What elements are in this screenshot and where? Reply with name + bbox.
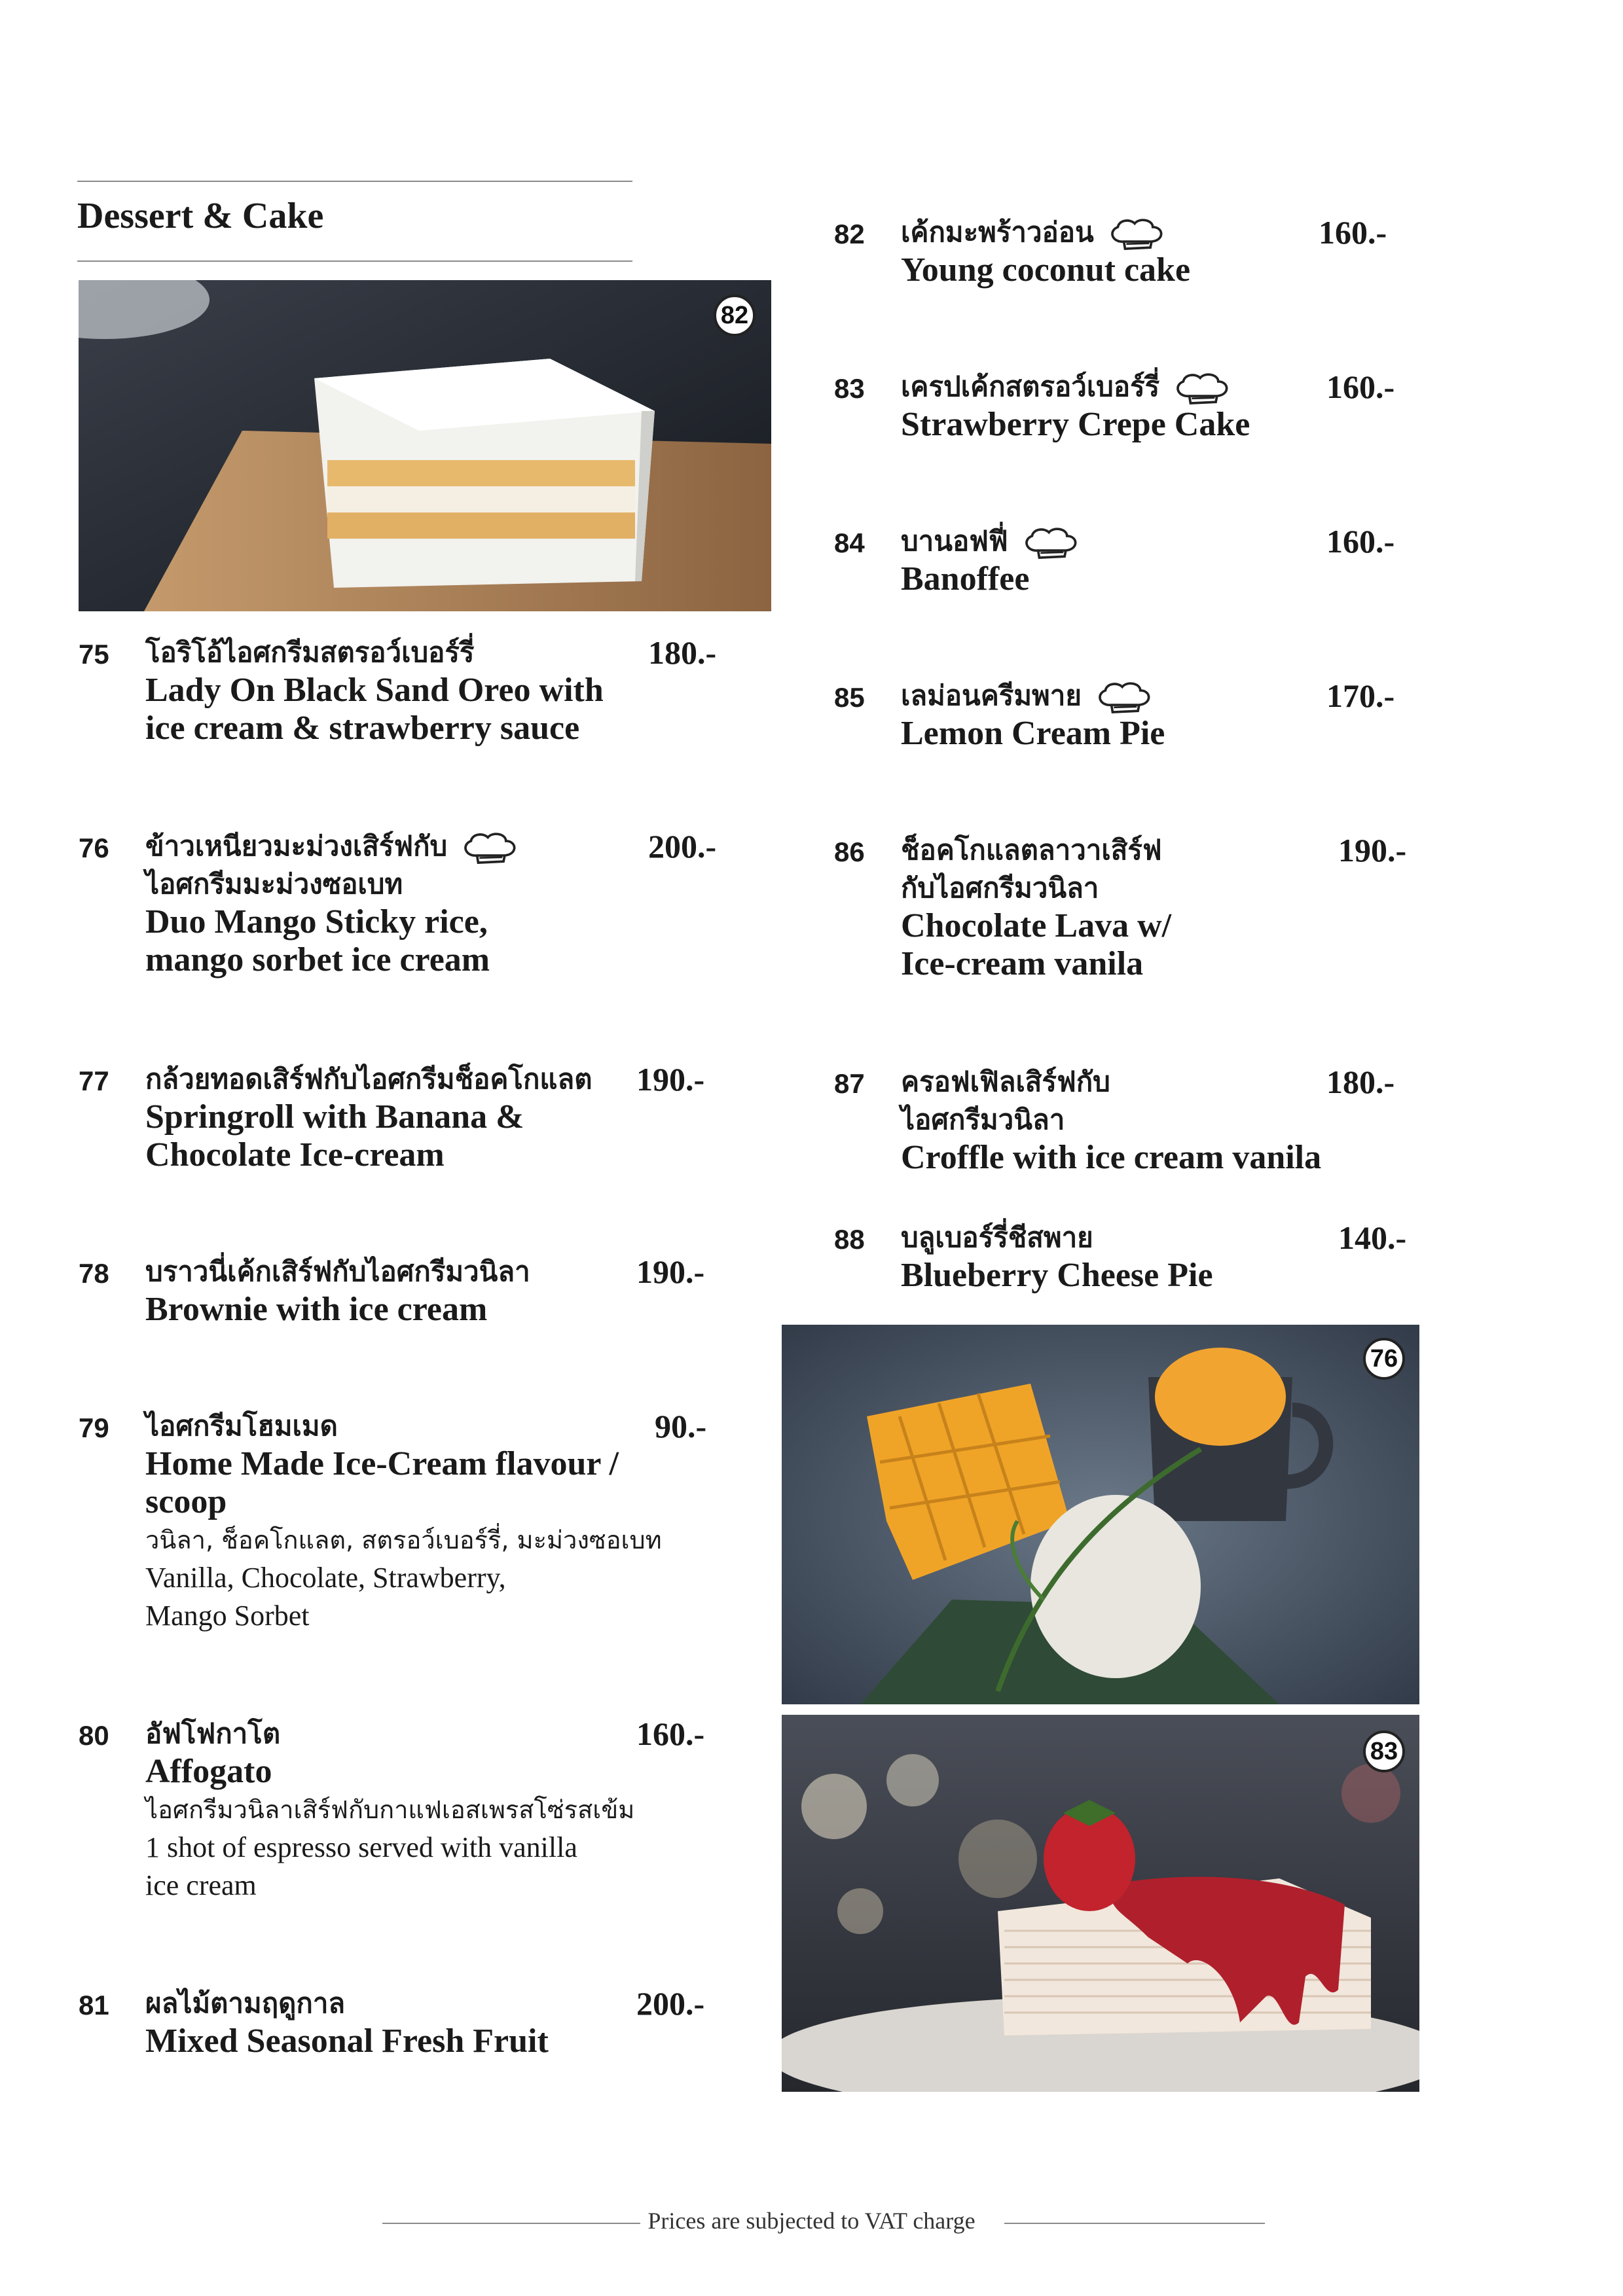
item-name-english: Affogato	[145, 1753, 272, 1790]
item-number: 76	[79, 833, 109, 863]
item-name-thai: บานอฟฟี่	[901, 522, 1080, 560]
item-name-english: Lemon Cream Pie	[901, 715, 1165, 752]
item-price: 200.-	[636, 1985, 705, 2022]
item-name-thai: โอริโอ้ไอศกรีมสตรอว์เบอร์รี่	[145, 636, 475, 668]
item-number: 77	[79, 1066, 109, 1096]
item-name-thai: ช็อคโกแลตลาวาเสิร์ฟ	[901, 834, 1162, 866]
item-description-english: ice cream	[145, 1869, 257, 1901]
item-name-english: Ice-cream vanila	[901, 945, 1144, 982]
item-description-english: Vanilla, Chocolate, Strawberry,	[145, 1562, 506, 1594]
item-name-english: Home Made Ice-Cream flavour /	[145, 1445, 619, 1482]
item-number: 88	[834, 1224, 865, 1255]
item-name-english: scoop	[145, 1483, 227, 1520]
coconut-cake-photo	[79, 280, 771, 611]
item-name-english: Blueberry Cheese Pie	[901, 1257, 1213, 1294]
item-name-english: Banoffee	[901, 560, 1030, 598]
photo-badge: 76	[1363, 1338, 1405, 1380]
item-number: 86	[834, 836, 865, 867]
strawberry-crepe-cake-photo	[782, 1715, 1419, 2092]
item-number: 78	[79, 1258, 109, 1289]
item-number: 81	[79, 1990, 109, 2020]
item-name-english: Mixed Seasonal Fresh Fruit	[145, 2022, 549, 2060]
item-name-english: Springroll with Banana &	[145, 1098, 524, 1136]
item-price: 190.-	[636, 1253, 705, 1290]
item-name-thai: เลม่อนครีมพาย	[901, 677, 1165, 715]
item-number: 84	[834, 528, 865, 558]
item-name-english: Croffle with ice cream vanila	[901, 1139, 1322, 1176]
item-name-thai: ข้าวเหนียวมะม่วงเสิร์ฟกับ	[145, 827, 519, 865]
item-number: 85	[834, 682, 865, 713]
item-price: 160.-	[1326, 368, 1395, 405]
item-price: 170.-	[1326, 677, 1395, 714]
section-title: Dessert & Cake	[77, 196, 324, 236]
item-name-thai: กล้วยทอดเสิร์ฟกับไอศกรีมช็อคโกแลต	[145, 1063, 593, 1095]
item-name-english: Young coconut cake	[901, 251, 1191, 289]
chef-hat-icon	[1093, 681, 1154, 715]
item-description-english: Mango Sorbet	[145, 1600, 310, 1632]
item-number: 75	[79, 639, 109, 670]
chef-hat-icon	[1171, 372, 1231, 406]
photo-badge: 83	[1363, 1731, 1405, 1772]
item-price: 160.-	[1326, 523, 1395, 560]
header-rule-bottom	[77, 260, 632, 262]
item-description-english: 1 shot of espresso served with vanilla	[145, 1831, 577, 1863]
item-price: 140.-	[1338, 1219, 1407, 1256]
item-name-thai: ไอศกรีมโฮมเมด	[145, 1410, 338, 1442]
item-name-thai: เครปเค้กสตรอว์เบอร์รี่	[901, 368, 1250, 406]
item-number: 80	[79, 1720, 109, 1751]
item-name-english: Chocolate Ice-cream	[145, 1136, 445, 1174]
item-name-thai: อัฟโฟกาโต	[145, 1717, 281, 1749]
item-name-english: ice cream & strawberry sauce	[145, 709, 580, 747]
item-name-english: Strawberry Crepe Cake	[901, 406, 1250, 443]
item-price: 200.-	[648, 828, 717, 865]
photo-badge: 82	[714, 295, 756, 336]
item-name-thai: ไอศกรีมมะม่วงซอเบท	[145, 868, 403, 900]
item-name-english: Brownie with ice cream	[145, 1291, 488, 1328]
item-name-thai: กับไอศกรีมวนิลา	[901, 872, 1099, 904]
header-rule-top	[77, 181, 632, 182]
item-price: 180.-	[1326, 1064, 1395, 1100]
item-name-english: Duo Mango Sticky rice,	[145, 903, 488, 941]
item-price: 160.-	[1319, 214, 1387, 251]
vat-note: Prices are subjected to VAT charge	[647, 2208, 976, 2234]
chef-hat-icon	[1106, 217, 1166, 251]
item-name-thai: ผลไม้ตามฤดูกาล	[145, 1987, 346, 2019]
item-name-english: Chocolate Lava w/	[901, 907, 1172, 944]
item-price: 190.-	[1338, 832, 1407, 869]
item-description-thai: วนิลา, ช็อคโกแลต, สตรอว์เบอร์รี่, มะม่วงซอเบท	[145, 1526, 662, 1554]
mango-sticky-rice-photo	[782, 1325, 1419, 1704]
item-name-english: mango sorbet ice cream	[145, 941, 490, 978]
item-price: 190.-	[636, 1061, 705, 1098]
item-number: 79	[79, 1412, 109, 1443]
item-number: 83	[834, 373, 865, 404]
item-name-thai: บลูเบอร์รี่ชีสพาย	[901, 1221, 1093, 1253]
item-number: 87	[834, 1068, 865, 1099]
item-name-thai: เค้กมะพร้าวอ่อน	[901, 213, 1190, 251]
chef-hat-icon	[1020, 526, 1080, 560]
item-name-thai: บราวนี่เค้กเสิร์ฟกับไอศกรีมวนิลา	[145, 1255, 530, 1287]
item-price: 160.-	[636, 1715, 705, 1752]
item-price: 180.-	[648, 634, 717, 671]
item-name-english: Lady On Black Sand Oreo with	[145, 672, 604, 709]
item-description-thai: ไอศกรีมวนิลาเสิร์ฟกับกาแฟเอสเพรสโซ่รสเข้ม	[145, 1795, 635, 1824]
item-name-thai: ครอฟเฟิลเสิร์ฟกับ	[901, 1066, 1110, 1098]
item-number: 82	[834, 219, 865, 249]
item-name-thai: ไอศกรีมวนิลา	[901, 1103, 1065, 1136]
chef-hat-icon	[459, 831, 519, 865]
item-price: 90.-	[655, 1408, 707, 1444]
